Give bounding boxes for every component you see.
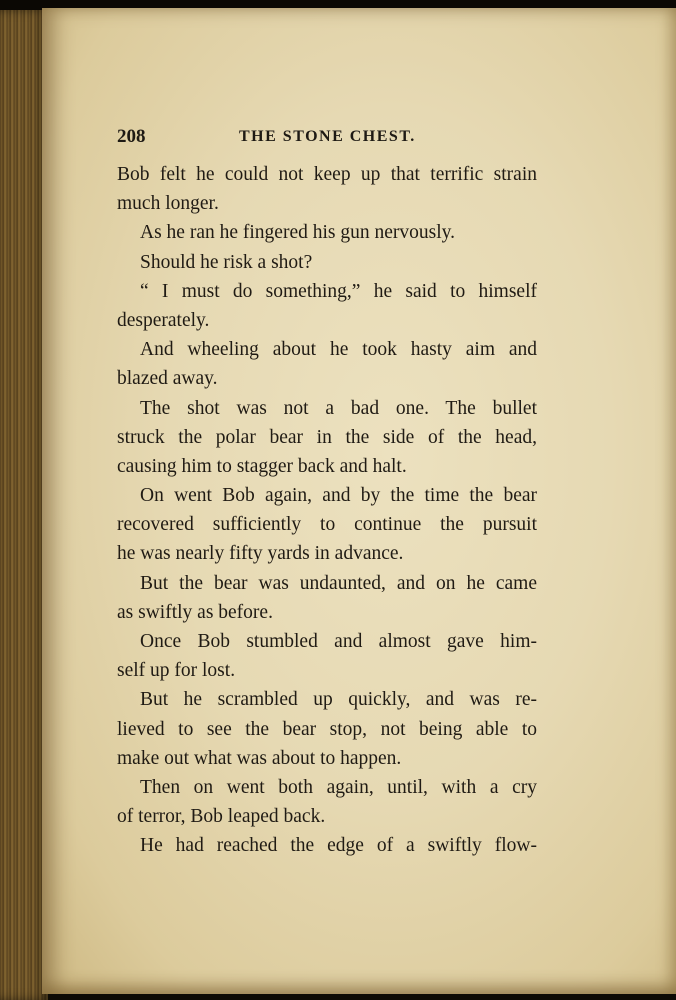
text-line: blazed away. [117,368,218,390]
text-line: He had reached the edge of a swiftly flow- [140,835,537,857]
text-line: desperately. [117,309,210,331]
running-title: THE STONE CHEST. [239,128,416,145]
text-line: But the bear was undaunted, and on he came [140,572,537,594]
text-line: Then on went both again, until, with a cry [140,776,537,798]
text-line: self up for lost. [117,660,236,682]
text-line: Bob felt he could not keep up that terrific strain [117,164,537,185]
text-line: Should he risk a shot? [140,251,313,273]
text-line: struck the polar bear in the side of the head, [117,426,537,448]
text-line: But he scrambled up quickly, and was re- [140,689,537,711]
page-edges [0,10,48,1000]
text-line: And wheeling about he took hasty aim and [140,339,537,361]
text-line: Once Bob stumbled and almost gave him- [140,631,537,652]
text-line: make out what was about to happen. [117,747,402,769]
text-line: As he ran he fingered his gun nervously. [140,222,455,244]
text-line: On went Bob again, and by the time the bear [140,485,537,507]
text-line: lieved to see the bear stop, not being able to [117,718,537,740]
text-line: much longer. [117,193,219,215]
running-head [117,126,577,150]
text-line: he was nearly fifty yards in advance. [117,543,404,565]
text-line: of terror, Bob leaped back. [117,806,326,828]
text-line: The shot was not a bad one. The bullet [140,397,537,419]
body-text [117,160,537,861]
text-line: recovered sufficiently to continue the pursuit [117,514,537,536]
text-line: as swiftly as before. [117,601,273,623]
text-line: “ I must do something,” he said to himself [140,280,537,302]
page-number: 208 [117,126,146,147]
text-line: causing him to stagger back and halt. [117,455,407,477]
